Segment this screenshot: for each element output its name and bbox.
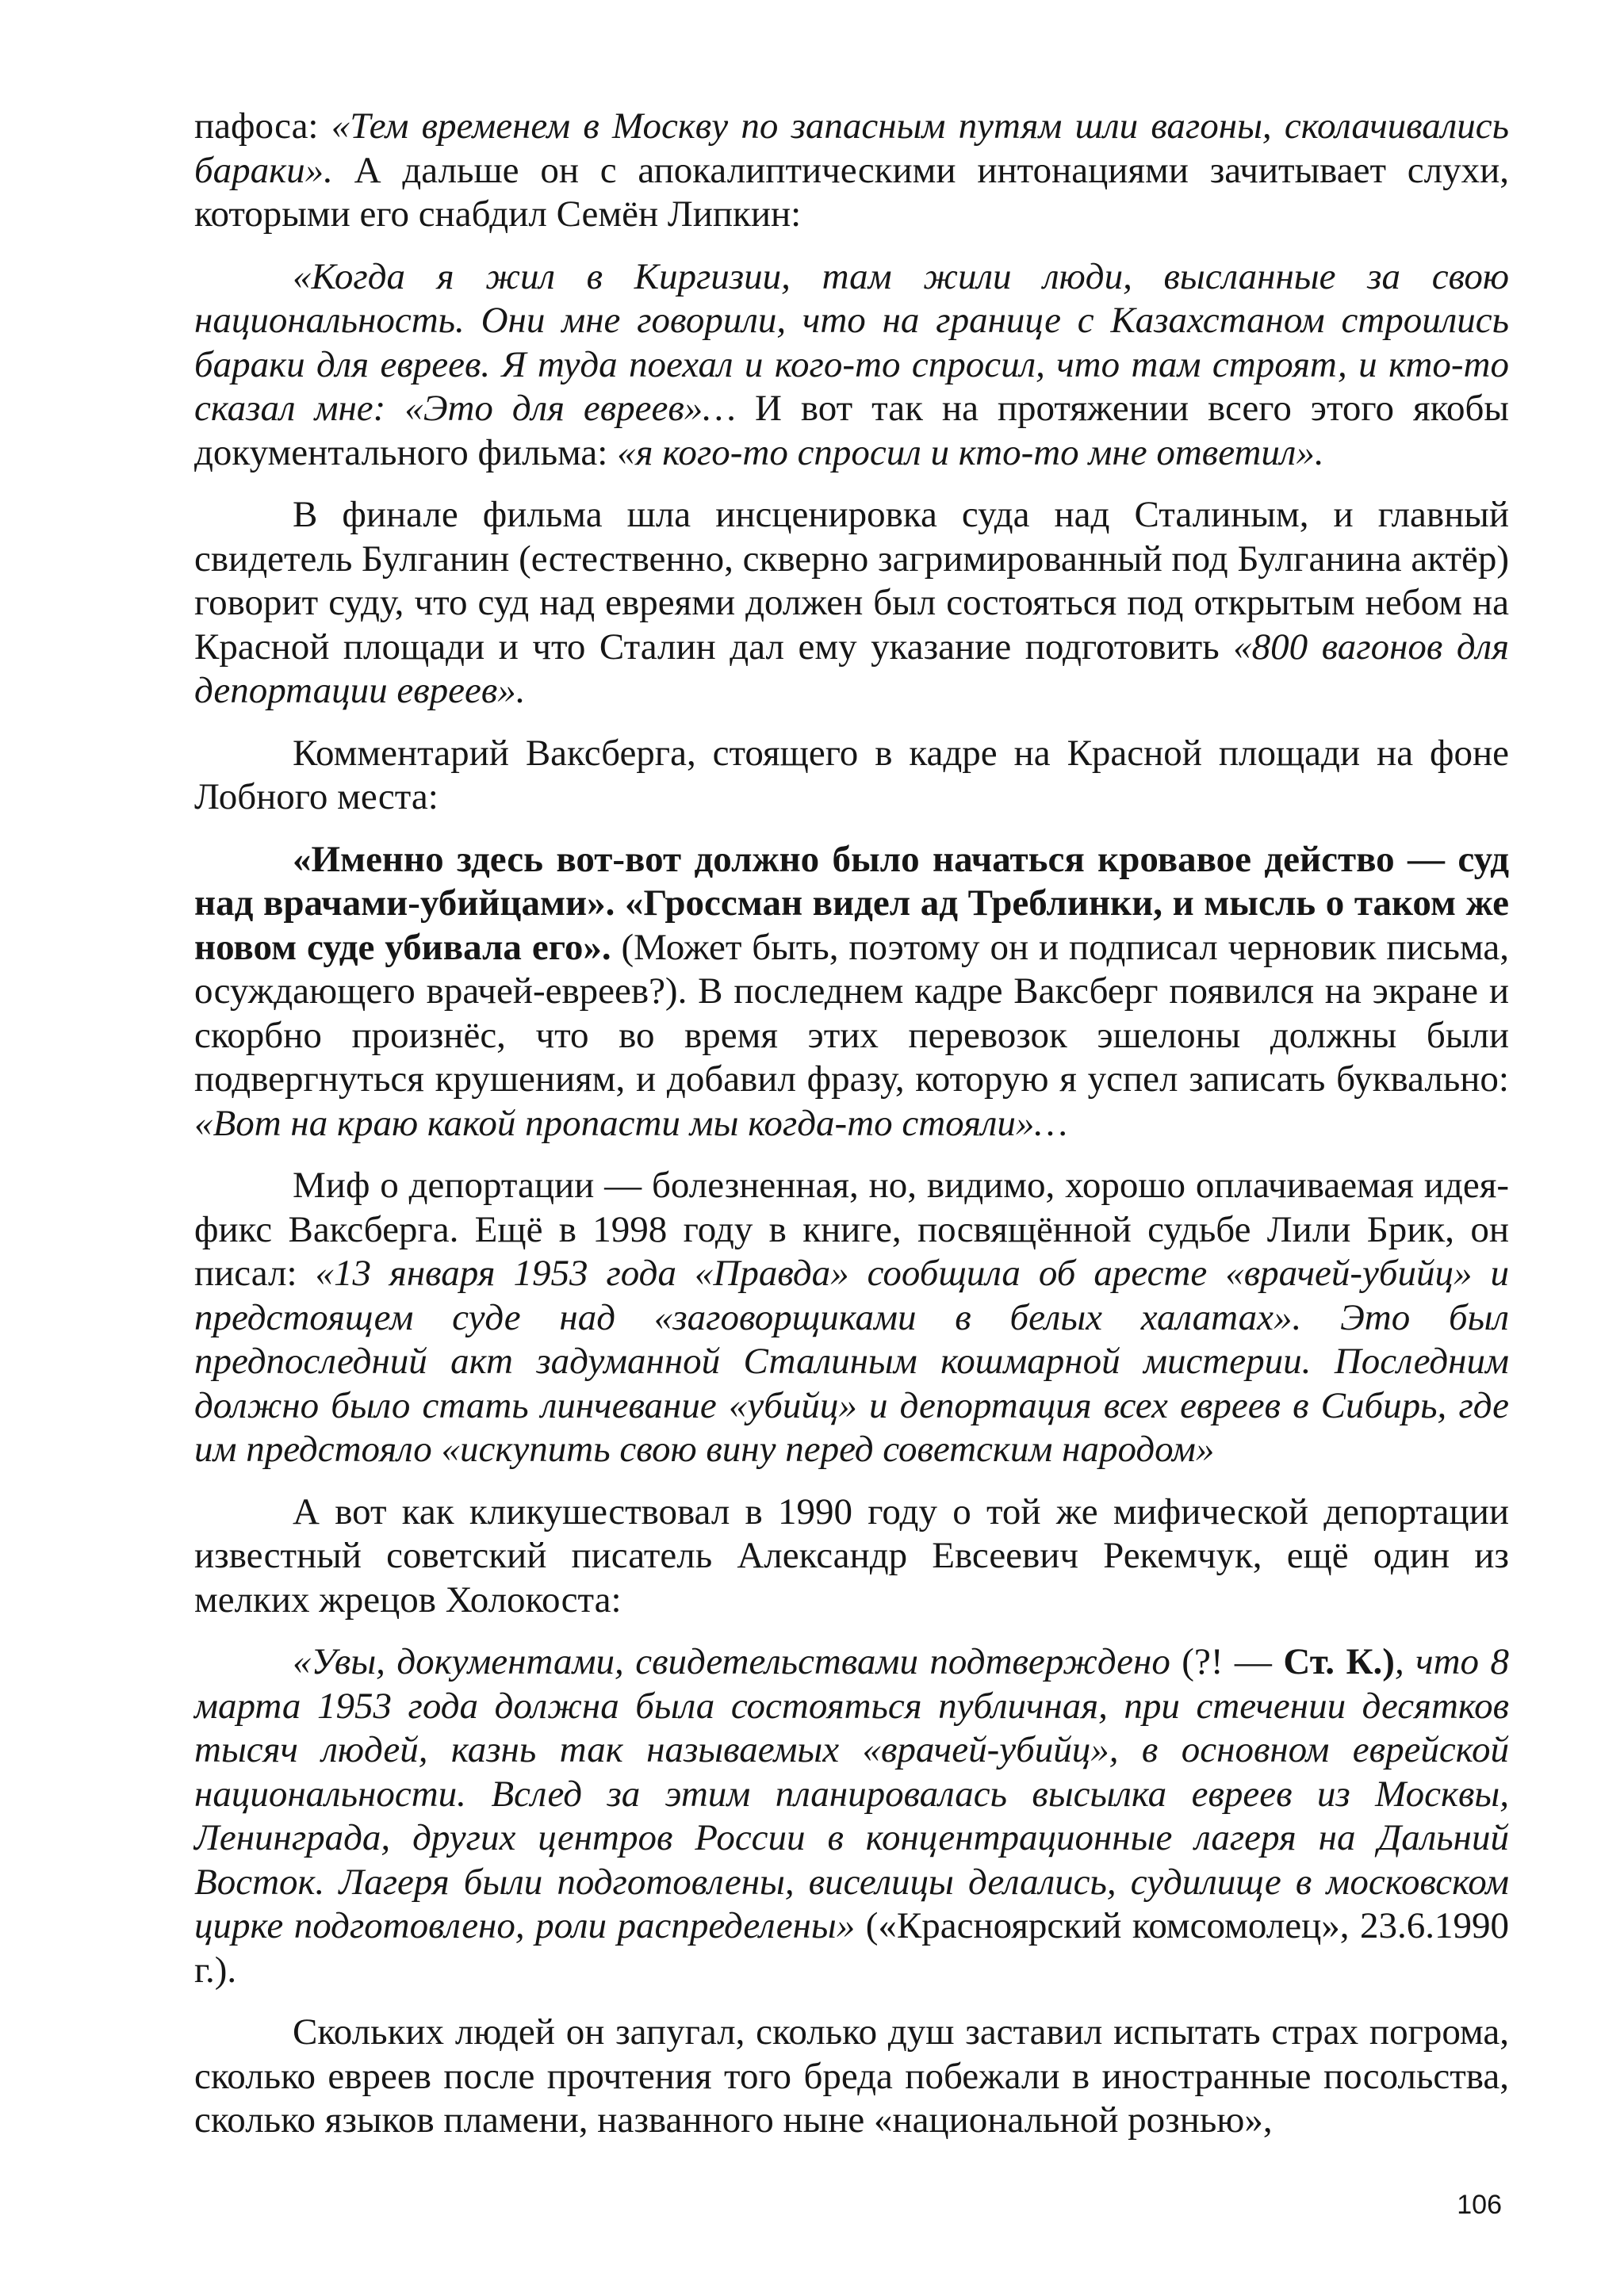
quote: «Увы, документами, свидетельствами подтверждено (293, 1641, 1170, 1682)
page-number: 106 (1457, 2190, 1502, 2220)
quote: «800 вагонов для депортации евреев». (194, 626, 1509, 711)
text: А дальше он с апокалиптическими интонациями зачитывает слухи, которыми его снабдил Семён Липкин: (194, 149, 1509, 235)
paragraph-1 (194, 105, 1509, 237)
text: Комментарий Ваксберга, стоящего в кадре на Красной площади на фоне Лобного места: (194, 732, 1509, 817)
paragraph-8 (194, 1640, 1509, 1992)
quote: «Тем временем в Москву по запасным путям шли вагоны, сколачивались бараки». (194, 105, 1509, 191)
paragraph-4 (194, 732, 1509, 820)
text: В финале фильма шла инсценировка суда над Сталиным, и главный свидетель Булганин (естественно, скверно загримированный под Булганина актёр) говорит суду, что суд над евреями должен был состояться под открытым небом на Красной площади и что Сталин дал ему указание подготовить (194, 494, 1510, 668)
quote: «Когда я жил в Киргизии, там жили люди, высланные за свою национальность. Они мне говорили, что на границе с Казахстаном строились бараки для евреев. Я туда поехал и кого-то спросил, что там строят, и кто-то сказал мне: «Это для евреев»… (194, 255, 1509, 429)
quote: «13 января 1953 года «Правда» сообщила об аресте «врачей-убийц» и предстоящем суде над «заговорщиками в белых халатах». Это был предпоследний акт задуманной Сталиным кошмарной мистерии. Последним должно было стать линчевание «убийц» и депортация всех евреев в Сибирь, где им предстояло «искупить свою вину перед советским народом» (194, 1253, 1509, 1470)
text: Миф о депортации — болезненная, но, видимо, хорошо оплачиваемая идея-фикс Ваксберга. Ещё в 1998 году в книге, посвящённой судьбе Лили Брик, он писал: (194, 1165, 1509, 1294)
author-note: Ст. К.) (1283, 1641, 1395, 1682)
paragraph-6 (194, 1164, 1509, 1472)
text: (?! — (1170, 1641, 1284, 1682)
text: («Красноярский комсомолец», 23.6.1990 г.). (194, 1905, 1509, 1991)
text: (Может быть, поэтому он и подписал черновик письма, осуждающего врачей-евреев?). В последнем кадре Ваксберг появился на экране и скорбно произнёс, что во время этих перевозок эшелоны должны были подвергнуться крушениям, и добавил фразу, которую я успел записать буквально: (194, 926, 1509, 1100)
quote: «я кого-то спросил и кто-то мне ответил». (617, 431, 1324, 473)
bold-quote: «Именно здесь вот-вот должно было начаться кровавое действо — суд над врачами-убийцами». «Гроссман видел ад Треблинки, и мысль о таком же новом суде убивала его». (194, 838, 1509, 968)
paragraph-9 (194, 2011, 1509, 2143)
paragraph-5 (194, 838, 1509, 1146)
paragraph-3 (194, 493, 1509, 714)
paragraph-7 (194, 1490, 1509, 1623)
document-body (194, 105, 1509, 2143)
text: Скольких людей он запугал, сколько душ заставил испытать страх погрома, сколько евреев после прочтения того бреда побежали в иностранные посольства, сколько языков пламени, названного ныне «национальной рознью», (194, 2011, 1509, 2141)
text: А вот как кликушествовал в 1990 году о той же мифической депортации известный советский писатель Александр Евсеевич Рекемчук, ещё один из мелких жрецов Холокоста: (194, 1490, 1509, 1621)
text: пафоса: (194, 105, 331, 147)
text: И вот так на протяжении всего этого якобы документального фильма: (194, 388, 1510, 473)
paragraph-2 (194, 255, 1509, 476)
quote: , что 8 марта 1953 года должна была состояться публичная, при стечении десятков тысяч людей, казнь так называемых «врачей-убийц», в основном еврейской национальности. Вслед за этим планировалась высылка евреев из Москвы, Ленинграда, других центров России в концентрационные лагеря на Дальний Восток. Лагеря были подготовлены, виселицы делались, судилище в московском цирке подготовлено, роли распределены» (194, 1641, 1509, 1946)
quote: «Вот на краю какой пропасти мы когда-то стояли»… (194, 1102, 1068, 1144)
